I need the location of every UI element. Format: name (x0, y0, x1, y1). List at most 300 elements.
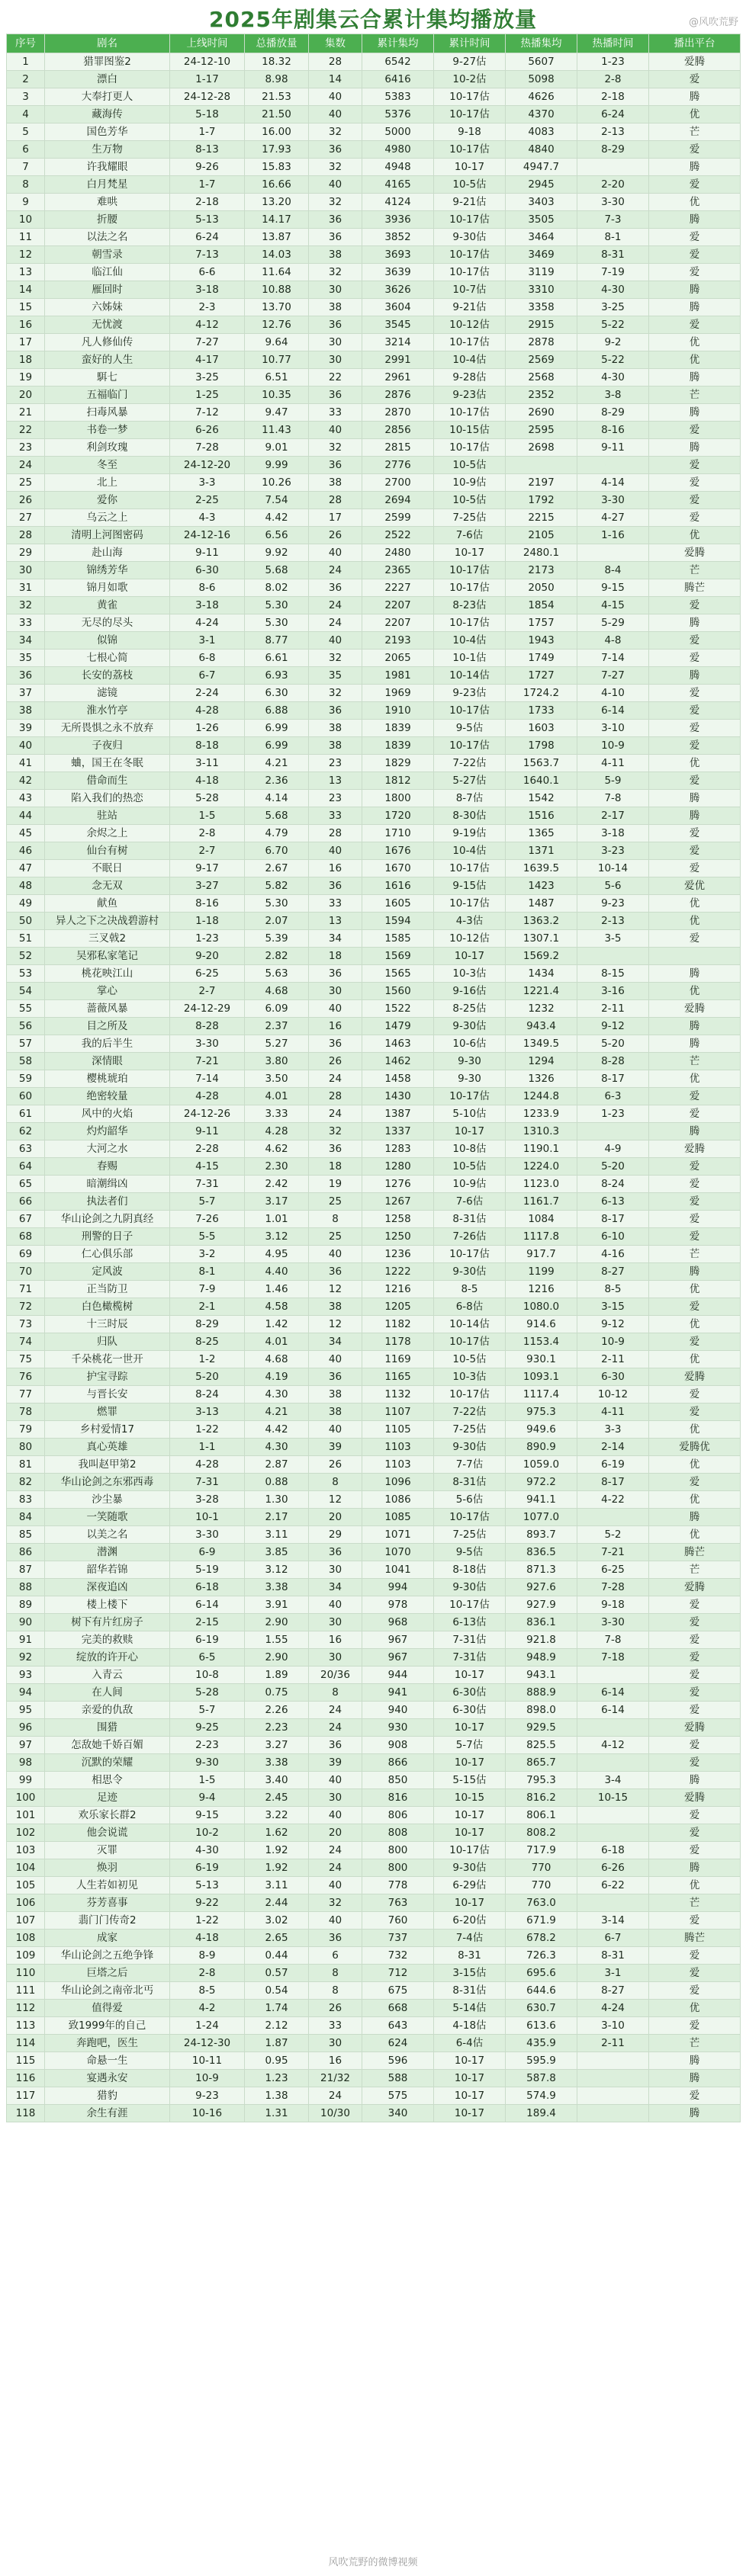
cell-avg-views: 1720 (362, 807, 434, 825)
cell-total-views: 3.11 (245, 1526, 309, 1544)
cell-episodes: 8 (309, 1211, 362, 1228)
cell-rank: 80 (7, 1439, 45, 1456)
cell-total-views: 3.91 (245, 1596, 309, 1614)
cell-peak-avg: 1199 (506, 1263, 577, 1281)
cell-platform: 爱 (649, 1754, 741, 1772)
cell-platform: 优 (649, 351, 741, 369)
cell-title: 春赐 (45, 1158, 170, 1176)
cell-episodes: 38 (309, 737, 362, 755)
cell-peak-date: 3-3 (577, 1421, 649, 1439)
cell-release-date: 9-30 (170, 1754, 245, 1772)
table-row (7, 737, 741, 755)
cell-avg-date: 10-6估 (434, 1035, 506, 1053)
cell-platform: 爱优 (649, 877, 741, 895)
table-row (7, 825, 741, 842)
cell-total-views: 2.65 (245, 1930, 309, 1947)
table-row (7, 1333, 741, 1351)
cell-rank: 36 (7, 667, 45, 685)
table-row (7, 983, 741, 1000)
cell-total-views: 9.47 (245, 404, 309, 422)
cell-peak-date: 5-22 (577, 351, 649, 369)
cell-avg-views: 1800 (362, 790, 434, 807)
cell-peak-avg: 4626 (506, 88, 577, 106)
cell-episodes: 30 (309, 2035, 362, 2052)
cell-avg-date: 9-21估 (434, 194, 506, 211)
cell-platform: 爱 (649, 1298, 741, 1316)
table-row (7, 1018, 741, 1035)
cell-release-date: 24-12-16 (170, 527, 245, 544)
table-row (7, 176, 741, 194)
cell-platform: 爱 (649, 1474, 741, 1491)
cell-avg-views: 1522 (362, 1000, 434, 1018)
cell-total-views: 13.20 (245, 194, 309, 211)
cell-title: 无所畏惧之永不放弃 (45, 720, 170, 737)
cell-avg-date: 10-12估 (434, 316, 506, 334)
cell-release-date: 7-14 (170, 1070, 245, 1088)
cell-total-views: 4.30 (245, 1439, 309, 1456)
cell-avg-views: 1670 (362, 860, 434, 877)
cell-rank: 15 (7, 299, 45, 316)
cell-peak-date: 2-14 (577, 1439, 649, 1456)
cell-avg-date: 10-17估 (434, 737, 506, 755)
cell-peak-date: 2-11 (577, 1000, 649, 1018)
cell-total-views: 2.90 (245, 1614, 309, 1631)
cell-peak-date: 7-8 (577, 790, 649, 807)
cell-episodes: 28 (309, 1088, 362, 1105)
cell-peak-date: 5-2 (577, 1526, 649, 1544)
cell-avg-views: 967 (362, 1631, 434, 1649)
cell-title: 刑警的日子 (45, 1228, 170, 1246)
cell-peak-avg: 1077.0 (506, 1509, 577, 1526)
cell-avg-date: 9-5估 (434, 720, 506, 737)
table-row (7, 1754, 741, 1772)
cell-total-views: 1.31 (245, 2105, 309, 2122)
table-row (7, 1456, 741, 1474)
cell-peak-avg: 2690 (506, 404, 577, 422)
table-row (7, 1859, 741, 1877)
cell-episodes: 24 (309, 562, 362, 579)
cell-avg-views: 3214 (362, 334, 434, 351)
cell-avg-date: 10-5估 (434, 1158, 506, 1176)
cell-avg-date: 10-17估 (434, 1509, 506, 1526)
table-row (7, 1737, 741, 1754)
cell-avg-date: 9-30估 (434, 229, 506, 246)
cell-title: 吴邪私家笔记 (45, 948, 170, 965)
cell-total-views: 0.44 (245, 1947, 309, 1965)
cell-avg-views: 596 (362, 2052, 434, 2070)
cell-release-date: 6-14 (170, 1596, 245, 1614)
cell-avg-views: 1283 (362, 1140, 434, 1158)
cell-platform: 腾 (649, 439, 741, 457)
cell-peak-avg: 972.2 (506, 1474, 577, 1491)
cell-release-date: 6-18 (170, 1579, 245, 1596)
cell-episodes: 30 (309, 1561, 362, 1579)
cell-avg-views: 2227 (362, 579, 434, 597)
table-row (7, 1772, 741, 1789)
cell-episodes: 13 (309, 772, 362, 790)
cell-title: 锦月如歌 (45, 579, 170, 597)
cell-rank: 83 (7, 1491, 45, 1509)
cell-release-date: 2-23 (170, 1737, 245, 1754)
cell-release-date: 9-22 (170, 1894, 245, 1912)
cell-title: 深情眼 (45, 1053, 170, 1070)
cell-avg-date: 10-17估 (434, 141, 506, 159)
table-row (7, 1035, 741, 1053)
column-header-episodes: 集数 (309, 34, 362, 53)
table-row (7, 1176, 741, 1193)
cell-avg-views: 2876 (362, 387, 434, 404)
cell-peak-avg: 2698 (506, 439, 577, 457)
cell-episodes: 25 (309, 1193, 362, 1211)
cell-avg-views: 1605 (362, 895, 434, 913)
cell-peak-date: 2-11 (577, 2035, 649, 2052)
cell-episodes: 32 (309, 124, 362, 141)
table-row (7, 860, 741, 877)
cell-release-date: 1-26 (170, 720, 245, 737)
cell-platform: 腾 (649, 1263, 741, 1281)
cell-peak-avg: 574.9 (506, 2087, 577, 2105)
cell-peak-date: 5-22 (577, 316, 649, 334)
table-row (7, 1246, 741, 1263)
table-row (7, 281, 741, 299)
cell-episodes: 28 (309, 53, 362, 71)
cell-total-views: 6.88 (245, 702, 309, 720)
cell-episodes: 36 (309, 965, 362, 983)
cell-avg-views: 6542 (362, 53, 434, 71)
cell-rank: 42 (7, 772, 45, 790)
cell-peak-avg: 890.9 (506, 1439, 577, 1456)
cell-rank: 94 (7, 1684, 45, 1702)
cell-peak-date: 4-12 (577, 1737, 649, 1754)
cell-total-views: 14.17 (245, 211, 309, 229)
cell-peak-avg: 1221.4 (506, 983, 577, 1000)
cell-peak-avg: 948.9 (506, 1649, 577, 1667)
cell-rank: 55 (7, 1000, 45, 1018)
cell-episodes: 32 (309, 685, 362, 702)
table-row (7, 1211, 741, 1228)
cell-avg-views: 1178 (362, 1333, 434, 1351)
cell-total-views: 6.99 (245, 720, 309, 737)
cell-platform: 芒 (649, 1561, 741, 1579)
cell-avg-date: 10-9估 (434, 474, 506, 492)
table-row (7, 2070, 741, 2087)
cell-platform: 爱 (649, 930, 741, 948)
cell-peak-date: 9-2 (577, 334, 649, 351)
cell-avg-views: 800 (362, 1859, 434, 1877)
cell-total-views: 21.50 (245, 106, 309, 124)
cell-release-date: 3-18 (170, 597, 245, 614)
cell-peak-avg: 927.6 (506, 1579, 577, 1596)
cell-peak-avg: 189.4 (506, 2105, 577, 2122)
cell-title: 乌云之上 (45, 509, 170, 527)
cell-release-date: 8-6 (170, 579, 245, 597)
cell-platform: 爱 (649, 1965, 741, 1982)
cell-rank: 2 (7, 71, 45, 88)
cell-rank: 61 (7, 1105, 45, 1123)
table-row (7, 1544, 741, 1561)
cell-avg-date: 3-15估 (434, 1965, 506, 1982)
cell-episodes: 24 (309, 1702, 362, 1719)
cell-avg-date: 9-30估 (434, 1439, 506, 1456)
cell-avg-views: 1169 (362, 1351, 434, 1368)
cell-rank: 70 (7, 1263, 45, 1281)
cell-rank: 68 (7, 1228, 45, 1246)
cell-avg-views: 2815 (362, 439, 434, 457)
cell-platform: 爱 (649, 2017, 741, 2035)
cell-peak-avg: 1749 (506, 650, 577, 667)
cell-peak-avg: 717.9 (506, 1842, 577, 1859)
cell-peak-date: 9-12 (577, 1018, 649, 1035)
cell-episodes: 24 (309, 1719, 362, 1737)
cell-avg-date: 10-17估 (434, 1333, 506, 1351)
cell-platform: 爱 (649, 720, 741, 737)
cell-title: 仙台有树 (45, 842, 170, 860)
cell-title: 与晋长安 (45, 1386, 170, 1403)
table-row (7, 1439, 741, 1456)
cell-rank: 65 (7, 1176, 45, 1193)
cell-avg-date: 10-17 (434, 544, 506, 562)
cell-title: 韶华若锦 (45, 1561, 170, 1579)
cell-platform: 爱腾 (649, 1789, 741, 1807)
cell-platform: 爱 (649, 772, 741, 790)
cell-platform: 腾 (649, 299, 741, 316)
cell-avg-views: 4124 (362, 194, 434, 211)
cell-peak-avg: 1569.2 (506, 948, 577, 965)
cell-peak-date: 8-29 (577, 404, 649, 422)
cell-platform: 爱 (649, 1088, 741, 1105)
cell-avg-date: 7-6估 (434, 1193, 506, 1211)
cell-peak-date (577, 1509, 649, 1526)
cell-rank: 44 (7, 807, 45, 825)
cell-avg-date: 10-17估 (434, 579, 506, 597)
cell-platform: 爱 (649, 1737, 741, 1754)
cell-rank: 93 (7, 1667, 45, 1684)
cell-title: 白色橄榄树 (45, 1298, 170, 1316)
cell-platform: 爱 (649, 1684, 741, 1702)
cell-title: 命悬一生 (45, 2052, 170, 2070)
cell-peak-date: 3-15 (577, 1298, 649, 1316)
cell-total-views: 2.67 (245, 860, 309, 877)
cell-platform: 优 (649, 755, 741, 772)
cell-avg-views: 1236 (362, 1246, 434, 1263)
cell-peak-avg: 1117.8 (506, 1228, 577, 1246)
cell-title: 似锦 (45, 632, 170, 650)
cell-peak-date: 3-1 (577, 1965, 649, 1982)
cell-release-date: 5-7 (170, 1702, 245, 1719)
cell-rank: 96 (7, 1719, 45, 1737)
cell-peak-date: 8-17 (577, 1070, 649, 1088)
cell-avg-views: 340 (362, 2105, 434, 2122)
cell-peak-avg: 1244.8 (506, 1088, 577, 1105)
cell-platform: 爱 (649, 1982, 741, 2000)
cell-title: 亲爱的仇敌 (45, 1702, 170, 1719)
cell-episodes: 40 (309, 176, 362, 194)
cell-peak-date: 2-18 (577, 88, 649, 106)
table-row (7, 1684, 741, 1702)
cell-total-views: 2.36 (245, 772, 309, 790)
cell-rank: 66 (7, 1193, 45, 1211)
cell-peak-avg: 1224.0 (506, 1158, 577, 1176)
cell-total-views: 1.01 (245, 1211, 309, 1228)
cell-rank: 97 (7, 1737, 45, 1754)
cell-peak-date: 8-27 (577, 1982, 649, 2000)
cell-avg-date: 9-30估 (434, 1859, 506, 1877)
table-row (7, 667, 741, 685)
cell-total-views: 6.61 (245, 650, 309, 667)
cell-peak-date: 6-25 (577, 1561, 649, 1579)
cell-peak-avg: 770 (506, 1877, 577, 1894)
cell-rank: 13 (7, 264, 45, 281)
cell-avg-date: 7-22估 (434, 1403, 506, 1421)
cell-episodes: 21/32 (309, 2070, 362, 2087)
cell-rank: 112 (7, 2000, 45, 2017)
cell-release-date: 5-7 (170, 1193, 245, 1211)
cell-total-views: 8.98 (245, 71, 309, 88)
cell-peak-date (577, 2087, 649, 2105)
cell-release-date: 8-28 (170, 1018, 245, 1035)
cell-avg-views: 712 (362, 1965, 434, 1982)
cell-avg-views: 675 (362, 1982, 434, 2000)
cell-episodes: 24 (309, 2087, 362, 2105)
cell-avg-views: 1565 (362, 965, 434, 983)
cell-episodes: 28 (309, 825, 362, 842)
cell-release-date: 8-24 (170, 1386, 245, 1403)
table-row (7, 685, 741, 702)
cell-avg-date: 10-4估 (434, 842, 506, 860)
cell-release-date: 9-17 (170, 860, 245, 877)
cell-title: 蔷薇风暴 (45, 1000, 170, 1018)
cell-release-date: 24-12-28 (170, 88, 245, 106)
table-row (7, 1877, 741, 1894)
cell-release-date: 24-12-20 (170, 457, 245, 474)
cell-episodes: 23 (309, 755, 362, 772)
cell-title: 真心英雄 (45, 1439, 170, 1456)
column-header-avg-views: 累计集均 (362, 34, 434, 53)
cell-episodes: 28 (309, 492, 362, 509)
cell-platform: 腾 (649, 2105, 741, 2122)
cell-avg-date: 10-17 (434, 159, 506, 176)
table-row (7, 965, 741, 983)
cell-rank: 73 (7, 1316, 45, 1333)
cell-total-views: 3.17 (245, 1193, 309, 1211)
cell-avg-date: 8-7估 (434, 790, 506, 807)
cell-rank: 22 (7, 422, 45, 439)
cell-rank: 85 (7, 1526, 45, 1544)
cell-total-views: 3.50 (245, 1070, 309, 1088)
cell-avg-views: 1103 (362, 1456, 434, 1474)
cell-total-views: 1.92 (245, 1842, 309, 1859)
table-row (7, 1579, 741, 1596)
cell-episodes: 36 (309, 316, 362, 334)
cell-title: 绽放的许开心 (45, 1649, 170, 1667)
cell-peak-avg: 2173 (506, 562, 577, 579)
cell-episodes: 26 (309, 527, 362, 544)
cell-release-date: 7-28 (170, 439, 245, 457)
cell-avg-views: 3693 (362, 246, 434, 264)
cell-release-date: 24-12-10 (170, 53, 245, 71)
cell-peak-date: 6-3 (577, 1088, 649, 1105)
cell-title: 护宝寻踪 (45, 1368, 170, 1386)
cell-release-date: 3-28 (170, 1491, 245, 1509)
table-body (7, 53, 741, 2122)
cell-platform: 爱 (649, 685, 741, 702)
cell-release-date: 3-13 (170, 1403, 245, 1421)
cell-total-views: 16.00 (245, 124, 309, 141)
cell-avg-date: 8-18估 (434, 1561, 506, 1579)
cell-avg-date: 7-25估 (434, 509, 506, 527)
cell-title: 淮水竹亭 (45, 702, 170, 720)
cell-avg-views: 816 (362, 1789, 434, 1807)
cell-rank: 7 (7, 159, 45, 176)
cell-avg-date: 9-28估 (434, 369, 506, 387)
cell-episodes: 23 (309, 790, 362, 807)
cell-episodes: 24 (309, 1070, 362, 1088)
cell-release-date: 8-9 (170, 1947, 245, 1965)
cell-total-views: 1.89 (245, 1667, 309, 1684)
table-row (7, 387, 741, 404)
cell-rank: 117 (7, 2087, 45, 2105)
cell-release-date: 1-1 (170, 1439, 245, 1456)
cell-episodes: 36 (309, 1737, 362, 1754)
table-row (7, 1053, 741, 1070)
cell-title: 华山论剑之南帝北丐 (45, 1982, 170, 2000)
cell-platform: 爱 (649, 422, 741, 439)
cell-total-views: 5.30 (245, 597, 309, 614)
cell-episodes: 26 (309, 1456, 362, 1474)
cell-avg-date: 5-14估 (434, 2000, 506, 2017)
cell-avg-date: 7-22估 (434, 755, 506, 772)
cell-total-views: 6.09 (245, 1000, 309, 1018)
cell-avg-views: 1560 (362, 983, 434, 1000)
cell-rank: 53 (7, 965, 45, 983)
cell-avg-views: 940 (362, 1702, 434, 1719)
cell-rank: 62 (7, 1123, 45, 1140)
cell-release-date: 8-1 (170, 1263, 245, 1281)
cell-release-date: 8-18 (170, 737, 245, 755)
cell-total-views: 2.37 (245, 1018, 309, 1035)
table-header-row (7, 34, 741, 53)
table-row (7, 1070, 741, 1088)
cell-episodes: 16 (309, 1018, 362, 1035)
cell-title: 借命而生 (45, 772, 170, 790)
cell-total-views: 12.76 (245, 316, 309, 334)
cell-peak-avg: 1093.1 (506, 1368, 577, 1386)
table-row (7, 474, 741, 492)
cell-title: 暗潮缉凶 (45, 1176, 170, 1193)
cell-title: 黄雀 (45, 597, 170, 614)
cell-total-views: 1.55 (245, 1631, 309, 1649)
cell-rank: 74 (7, 1333, 45, 1351)
cell-peak-avg: 1798 (506, 737, 577, 755)
cell-title: 我叫赵甲第2 (45, 1456, 170, 1474)
cell-peak-date: 3-16 (577, 983, 649, 1000)
cell-total-views: 2.82 (245, 948, 309, 965)
cell-platform: 优 (649, 983, 741, 1000)
cell-avg-date: 10-17估 (434, 88, 506, 106)
cell-title: 成家 (45, 1930, 170, 1947)
cell-release-date: 9-20 (170, 948, 245, 965)
cell-episodes: 14 (309, 71, 362, 88)
cell-rank: 109 (7, 1947, 45, 1965)
cell-platform: 爱 (649, 650, 741, 667)
cell-platform: 优 (649, 527, 741, 544)
cell-platform: 爱 (649, 246, 741, 264)
cell-episodes: 38 (309, 720, 362, 737)
cell-platform: 芒 (649, 1894, 741, 1912)
table-row (7, 2087, 741, 2105)
cell-release-date: 24-12-30 (170, 2035, 245, 2052)
cell-title: 藏海传 (45, 106, 170, 124)
